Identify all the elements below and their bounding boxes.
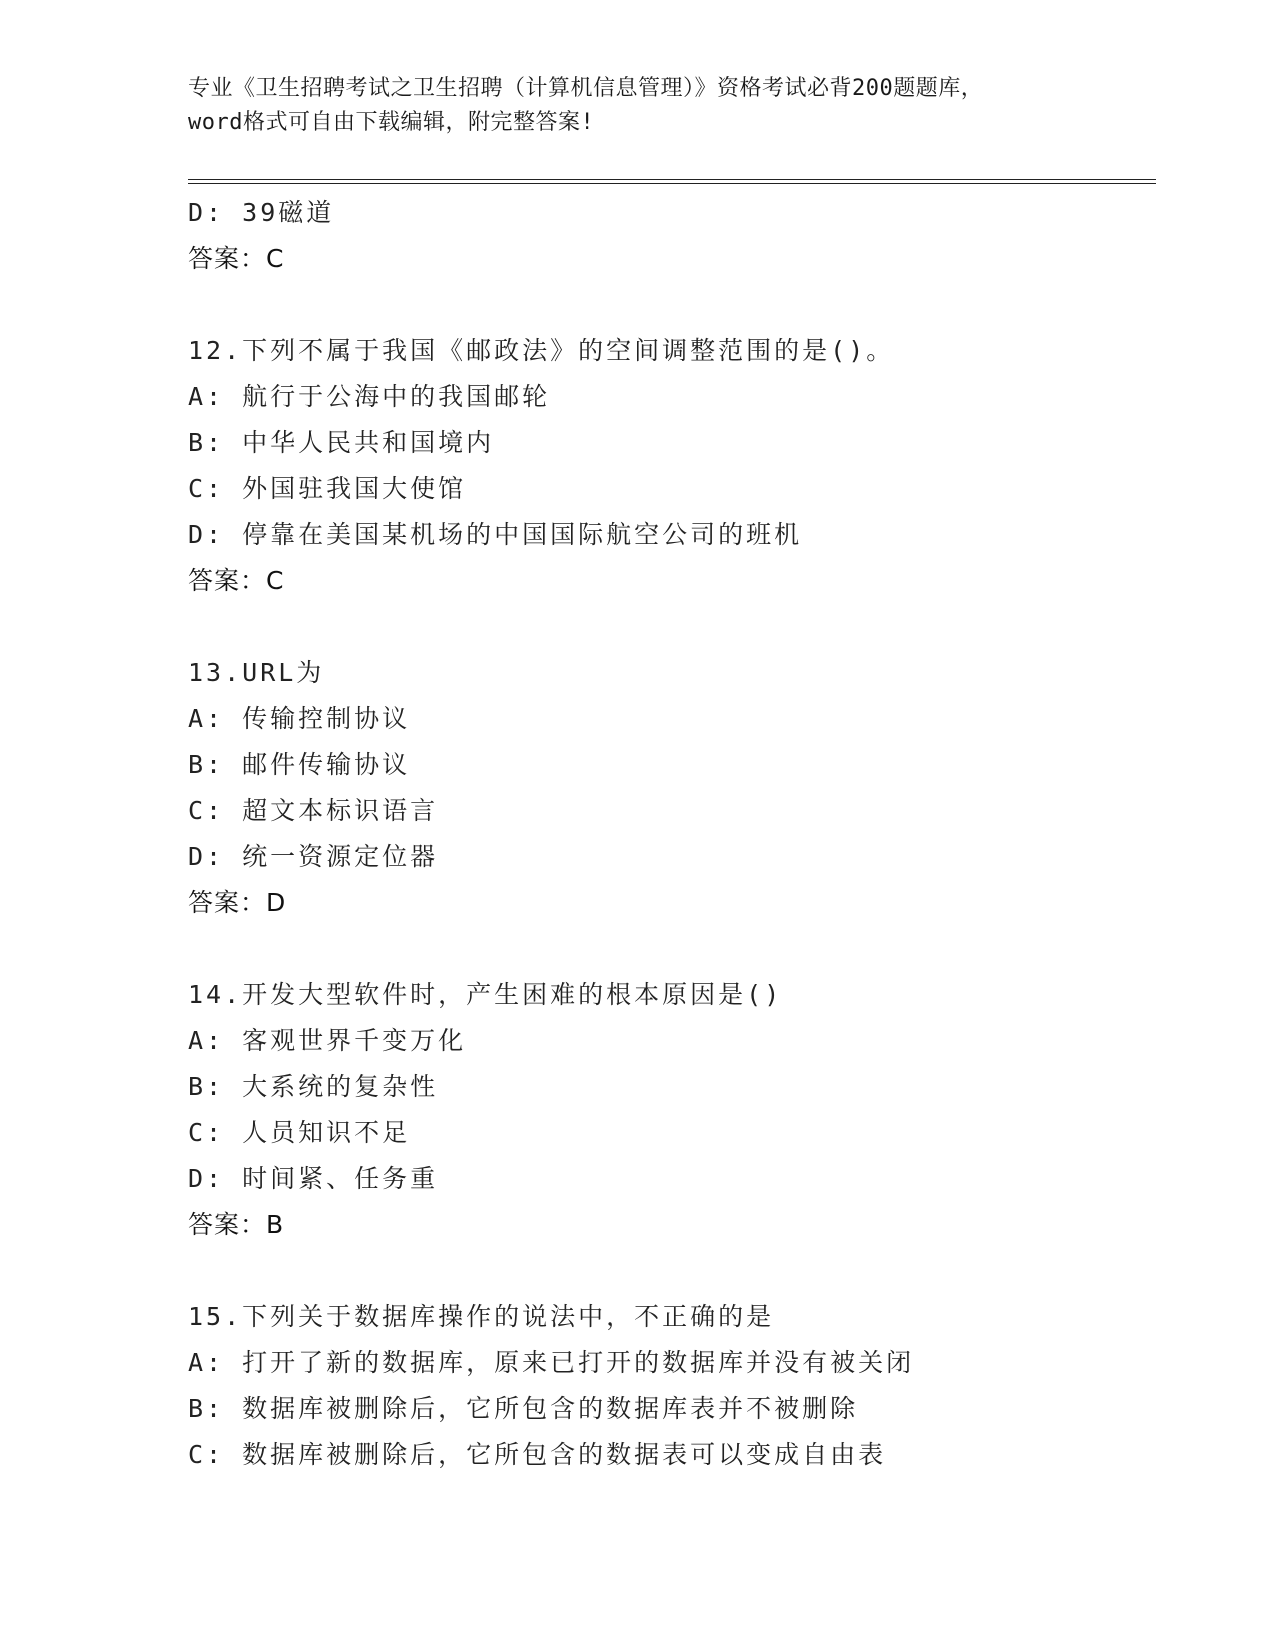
option-c: C: 数据库被删除后，它所包含的数据表可以变成自由表 [188,1440,887,1469]
option-d: D: 停靠在美国某机场的中国国际航空公司的班机 [188,520,803,549]
question-stem: 13.URL为 [188,658,325,687]
question-stem: 12.下列不属于我国《邮政法》的空间调整范围的是()。 [188,336,895,365]
carryover-answer: 答案：C [188,244,285,273]
option-a: A: 打开了新的数据库，原来已打开的数据库并没有被关闭 [188,1348,915,1377]
question-stem: 15.下列关于数据库操作的说法中，不正确的是 [188,1302,775,1331]
question-block-13 [188,650,1148,926]
answer-line: 答案：D [188,888,287,917]
question-block-14 [188,972,1148,1248]
spacer [188,282,1148,328]
option-b: B: 数据库被删除后，它所包含的数据库表并不被删除 [188,1394,859,1423]
option-c: C: 外国驻我国大使馆 [188,474,467,503]
option-d: D: 统一资源定位器 [188,842,439,871]
spacer [188,604,1148,650]
option-d: D: 时间紧、任务重 [188,1164,439,1193]
option-c: C: 超文本标识语言 [188,796,439,825]
option-b: B: 大系统的复杂性 [188,1072,439,1101]
header-divider-bottom [188,183,1156,184]
question-block-15 [188,1294,1148,1478]
spacer [188,926,1148,972]
header-divider-top [188,179,1156,180]
option-a: A: 传输控制协议 [188,704,411,733]
carryover-option-d: D: 39磁道 [188,198,335,227]
option-a: A: 客观世界千变万化 [188,1026,467,1055]
option-c: C: 人员知识不足 [188,1118,411,1147]
answer-line: 答案：B [188,1210,285,1239]
question-stem: 14.开发大型软件时，产生困难的根本原因是() [188,980,783,1009]
question-block-12 [188,328,1148,604]
spacer [188,1248,1148,1294]
header-title-line-2: word格式可自由下载编辑，附完整答案! [188,110,595,135]
header-title-line-1: 专业《卫生招聘考试之卫生招聘（计算机信息管理）》资格考试必背200题题库， [188,76,984,101]
question-list [188,190,1148,1478]
option-b: B: 邮件传输协议 [188,750,411,779]
document-header [188,72,1088,140]
option-a: A: 航行于公海中的我国邮轮 [188,382,551,411]
option-b: B: 中华人民共和国境内 [188,428,495,457]
answer-line: 答案：C [188,566,285,595]
